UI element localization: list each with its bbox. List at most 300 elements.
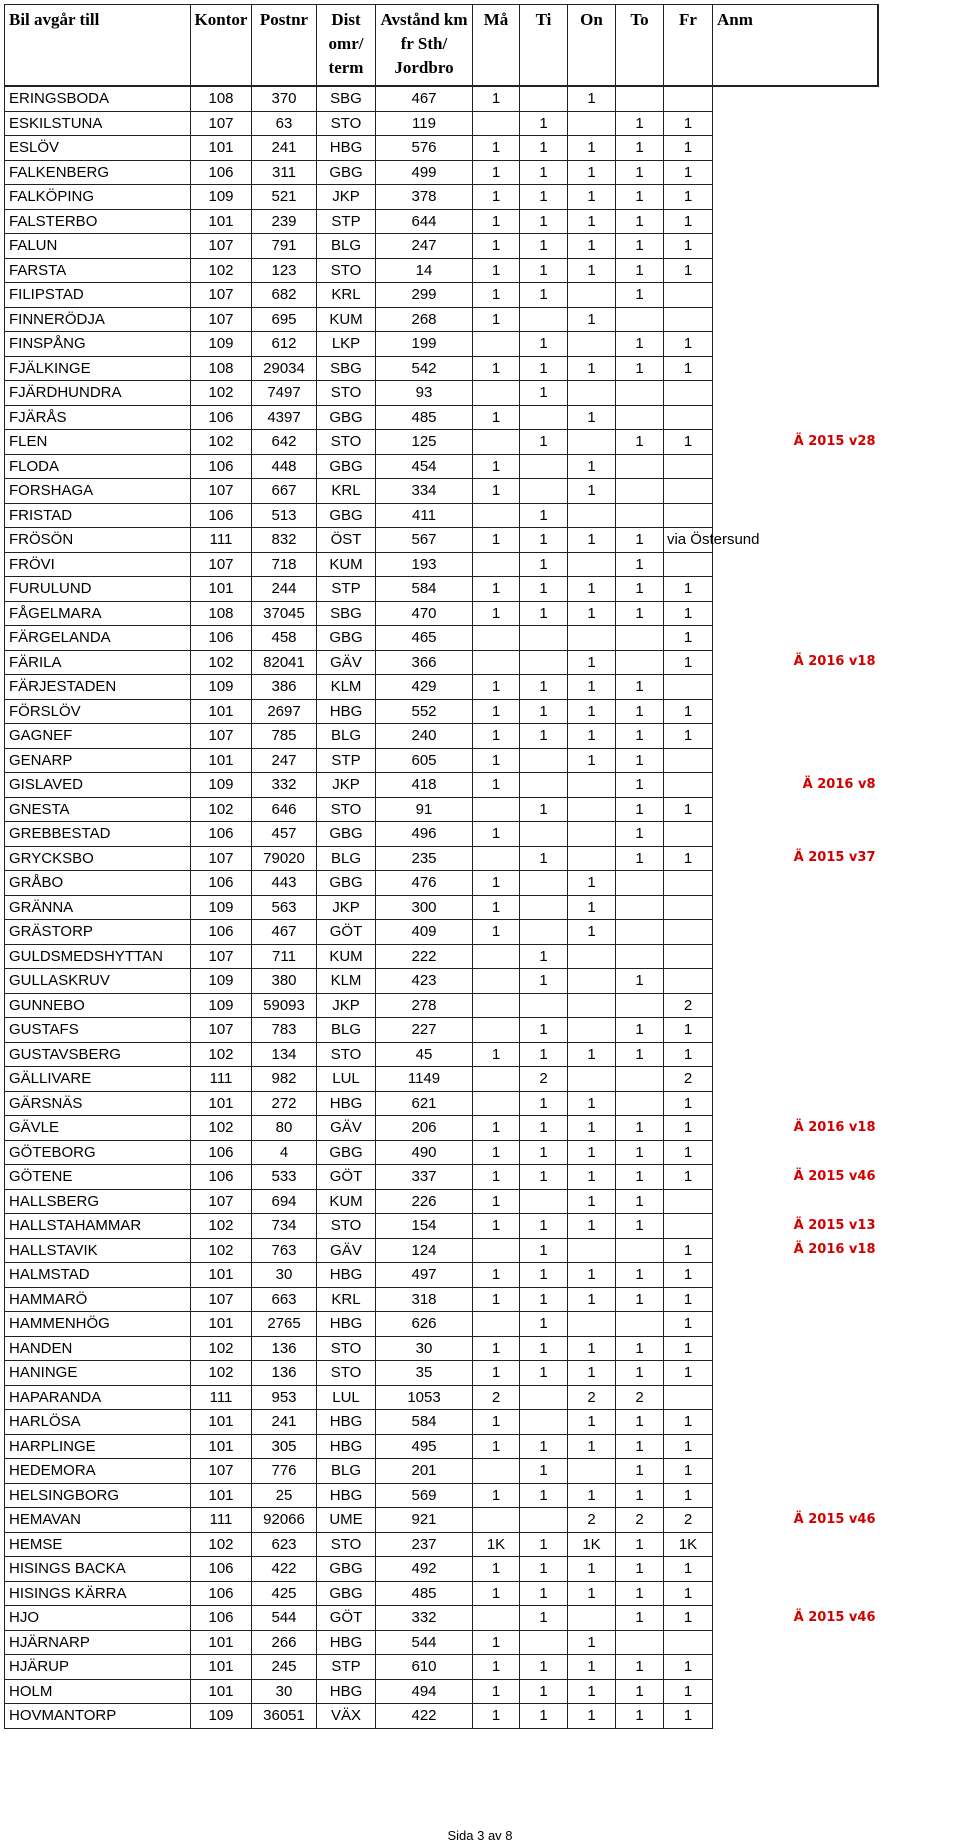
cell-friday: 1 — [664, 1410, 713, 1435]
cell-friday: 1 — [664, 1434, 713, 1459]
table-row — [5, 405, 878, 430]
cell-friday — [664, 822, 713, 847]
cell-thursday: 1 — [616, 1140, 664, 1165]
cell-wednesday — [568, 1312, 616, 1337]
cell-district: GBG — [317, 503, 376, 528]
table-row — [5, 1312, 878, 1337]
cell-friday — [664, 479, 713, 504]
cell-distance: 91 — [376, 797, 473, 822]
cell-monday: 1 — [473, 895, 520, 920]
table-row — [5, 1459, 878, 1484]
cell-monday: 1 — [473, 675, 520, 700]
cell-thursday: 1 — [616, 969, 664, 994]
cell-office: 107 — [191, 724, 252, 749]
cell-destination: FLODA — [5, 454, 191, 479]
cell-friday: 1 — [664, 1287, 713, 1312]
cell-remark — [713, 1018, 878, 1043]
cell-distance: 45 — [376, 1042, 473, 1067]
cell-wednesday: 1 — [568, 1630, 616, 1655]
cell-remark — [713, 601, 878, 626]
cell-remark — [713, 626, 878, 651]
cell-friday: 1 — [664, 1018, 713, 1043]
header-postcode: Postnr — [252, 5, 317, 87]
header-monday: Må — [473, 5, 520, 87]
cell-tuesday: 1 — [520, 283, 568, 308]
cell-wednesday — [568, 283, 616, 308]
cell-destination: FALKÖPING — [5, 185, 191, 210]
cell-postcode: 59093 — [252, 993, 317, 1018]
cell-friday: 1 — [664, 1459, 713, 1484]
cell-postcode: 667 — [252, 479, 317, 504]
cell-friday: 1 — [664, 846, 713, 871]
cell-office: 102 — [191, 1361, 252, 1386]
cell-office: 106 — [191, 454, 252, 479]
cell-wednesday — [568, 1018, 616, 1043]
cell-district: BLG — [317, 1018, 376, 1043]
cell-district: BLG — [317, 724, 376, 749]
cell-thursday — [616, 1091, 664, 1116]
cell-remark — [713, 1067, 878, 1092]
cell-postcode: 136 — [252, 1336, 317, 1361]
cell-wednesday: 1 — [568, 1042, 616, 1067]
cell-office: 107 — [191, 552, 252, 577]
cell-office: 106 — [191, 405, 252, 430]
cell-friday: 1 — [664, 1336, 713, 1361]
cell-remark — [713, 1214, 878, 1239]
table-row — [5, 1410, 878, 1435]
cell-wednesday: 2 — [568, 1385, 616, 1410]
cell-wednesday: 1 — [568, 136, 616, 161]
cell-wednesday: 1 — [568, 724, 616, 749]
cell-monday: 1 — [473, 1165, 520, 1190]
cell-wednesday: 1 — [568, 699, 616, 724]
cell-monday: 1 — [473, 209, 520, 234]
cell-wednesday: 1 — [568, 1704, 616, 1729]
cell-postcode: 448 — [252, 454, 317, 479]
cell-friday: 1 — [664, 626, 713, 651]
cell-monday: 1 — [473, 1287, 520, 1312]
cell-tuesday: 1 — [520, 111, 568, 136]
cell-monday: 1 — [473, 577, 520, 602]
cell-distance: 247 — [376, 234, 473, 259]
cell-wednesday: 1 — [568, 895, 616, 920]
cell-distance: 569 — [376, 1483, 473, 1508]
cell-destination: ESLÖV — [5, 136, 191, 161]
header-distance-line-2: fr Sth/ — [400, 34, 448, 53]
cell-distance: 422 — [376, 1704, 473, 1729]
header-distance — [376, 5, 473, 87]
cell-monday — [473, 430, 520, 455]
cell-remark — [713, 699, 878, 724]
cell-monday: 1 — [473, 748, 520, 773]
cell-friday — [664, 871, 713, 896]
cell-remark — [713, 1361, 878, 1386]
cell-postcode: 239 — [252, 209, 317, 234]
table-row — [5, 748, 878, 773]
cell-district: GBG — [317, 1140, 376, 1165]
cell-tuesday: 1 — [520, 1581, 568, 1606]
cell-monday: 1 — [473, 1140, 520, 1165]
cell-office: 106 — [191, 822, 252, 847]
cell-tuesday: 1 — [520, 1361, 568, 1386]
cell-monday: 1 — [473, 724, 520, 749]
cell-distance: 300 — [376, 895, 473, 920]
cell-friday — [664, 1189, 713, 1214]
cell-destination: GUSTAFS — [5, 1018, 191, 1043]
table-row — [5, 209, 878, 234]
table-row — [5, 454, 878, 479]
table-row — [5, 1165, 878, 1190]
cell-postcode: 134 — [252, 1042, 317, 1067]
cell-distance: 567 — [376, 528, 473, 553]
destination-table — [4, 4, 879, 1729]
cell-remark — [713, 871, 878, 896]
cell-remark — [713, 234, 878, 259]
cell-tuesday — [520, 1385, 568, 1410]
cell-wednesday — [568, 381, 616, 406]
cell-friday: 1 — [664, 258, 713, 283]
cell-district: STO — [317, 381, 376, 406]
cell-thursday — [616, 944, 664, 969]
cell-wednesday: 1 — [568, 577, 616, 602]
cell-distance: 476 — [376, 871, 473, 896]
cell-wednesday: 1 — [568, 258, 616, 283]
cell-remark — [713, 86, 878, 111]
cell-district: KUM — [317, 944, 376, 969]
table-row — [5, 773, 878, 798]
cell-remark — [713, 160, 878, 185]
cell-destination: FÖRSLÖV — [5, 699, 191, 724]
cell-tuesday: 1 — [520, 1606, 568, 1631]
cell-office: 101 — [191, 699, 252, 724]
cell-destination: FÄRGELANDA — [5, 626, 191, 651]
cell-office: 101 — [191, 1410, 252, 1435]
cell-district: KUM — [317, 552, 376, 577]
cell-thursday: 1 — [616, 1532, 664, 1557]
cell-distance: 227 — [376, 1018, 473, 1043]
cell-distance: 467 — [376, 86, 473, 111]
cell-district: STP — [317, 577, 376, 602]
cell-remark — [713, 1091, 878, 1116]
table-row — [5, 797, 878, 822]
cell-office: 107 — [191, 307, 252, 332]
cell-tuesday: 1 — [520, 552, 568, 577]
cell-remark — [713, 1336, 878, 1361]
cell-postcode: 2765 — [252, 1312, 317, 1337]
cell-friday: 1 — [664, 1483, 713, 1508]
cell-remark — [713, 479, 878, 504]
cell-thursday — [616, 920, 664, 945]
cell-district: GBG — [317, 1581, 376, 1606]
cell-remark — [713, 209, 878, 234]
cell-postcode: 82041 — [252, 650, 317, 675]
cell-monday: 1 — [473, 405, 520, 430]
cell-tuesday — [520, 920, 568, 945]
cell-district: HBG — [317, 1263, 376, 1288]
table-row — [5, 871, 878, 896]
table-row — [5, 1532, 878, 1557]
cell-remark — [713, 969, 878, 994]
cell-district: HBG — [317, 1630, 376, 1655]
cell-office: 107 — [191, 1459, 252, 1484]
cell-monday — [473, 650, 520, 675]
cell-distance: 222 — [376, 944, 473, 969]
cell-distance: 465 — [376, 626, 473, 651]
cell-thursday: 1 — [616, 1655, 664, 1680]
cell-remark — [713, 552, 878, 577]
cell-district: JKP — [317, 185, 376, 210]
cell-postcode: 36051 — [252, 1704, 317, 1729]
header-destination: Bil avgår till — [5, 5, 191, 87]
cell-district: BLG — [317, 234, 376, 259]
cell-distance: 492 — [376, 1557, 473, 1582]
cell-monday: 1 — [473, 1214, 520, 1239]
cell-destination: GRÅBO — [5, 871, 191, 896]
header-district-line-3: term — [328, 58, 364, 77]
cell-wednesday: 1 — [568, 479, 616, 504]
cell-friday: 1 — [664, 1704, 713, 1729]
cell-postcode: 682 — [252, 283, 317, 308]
cell-destination: GÖTENE — [5, 1165, 191, 1190]
cell-thursday: 1 — [616, 1483, 664, 1508]
cell-thursday: 1 — [616, 1336, 664, 1361]
cell-tuesday — [520, 1189, 568, 1214]
cell-tuesday: 1 — [520, 1165, 568, 1190]
table-row — [5, 1361, 878, 1386]
cell-destination: GÄRSNÄS — [5, 1091, 191, 1116]
table-row — [5, 1434, 878, 1459]
cell-friday: 2 — [664, 1508, 713, 1533]
cell-wednesday: 1 — [568, 1214, 616, 1239]
cell-friday — [664, 86, 713, 111]
cell-wednesday: 1 — [568, 920, 616, 945]
cell-thursday: 1 — [616, 552, 664, 577]
cell-distance: 199 — [376, 332, 473, 357]
cell-remark — [713, 1483, 878, 1508]
cell-friday: 1 — [664, 1312, 713, 1337]
table-row — [5, 1385, 878, 1410]
cell-wednesday: 1 — [568, 209, 616, 234]
cell-thursday — [616, 1238, 664, 1263]
cell-monday: 2 — [473, 1385, 520, 1410]
cell-postcode: 245 — [252, 1655, 317, 1680]
cell-office: 108 — [191, 356, 252, 381]
cell-thursday: 1 — [616, 1189, 664, 1214]
cell-postcode: 25 — [252, 1483, 317, 1508]
cell-distance: 544 — [376, 1630, 473, 1655]
cell-distance: 497 — [376, 1263, 473, 1288]
cell-tuesday: 1 — [520, 503, 568, 528]
table-row — [5, 1483, 878, 1508]
cell-wednesday: 1 — [568, 1655, 616, 1680]
table-row — [5, 1704, 878, 1729]
cell-office: 101 — [191, 1434, 252, 1459]
header-remark: Anm — [713, 5, 878, 87]
cell-office: 109 — [191, 993, 252, 1018]
cell-destination: FÅGELMARA — [5, 601, 191, 626]
cell-postcode: 305 — [252, 1434, 317, 1459]
cell-postcode: 694 — [252, 1189, 317, 1214]
table-row — [5, 86, 878, 111]
cell-office: 106 — [191, 503, 252, 528]
cell-thursday: 1 — [616, 528, 664, 553]
cell-distance: 299 — [376, 283, 473, 308]
cell-thursday — [616, 1630, 664, 1655]
cell-monday — [473, 1238, 520, 1263]
cell-wednesday — [568, 969, 616, 994]
cell-district: GÄV — [317, 1116, 376, 1141]
cell-office: 109 — [191, 675, 252, 700]
cell-thursday: 1 — [616, 1606, 664, 1631]
cell-monday: 1 — [473, 1679, 520, 1704]
cell-postcode: 533 — [252, 1165, 317, 1190]
cell-remark — [713, 258, 878, 283]
cell-distance: 921 — [376, 1508, 473, 1533]
cell-postcode: 785 — [252, 724, 317, 749]
cell-thursday: 1 — [616, 797, 664, 822]
cell-monday: 1 — [473, 1410, 520, 1435]
header-thursday: To — [616, 5, 664, 87]
cell-friday — [664, 552, 713, 577]
cell-district: GBG — [317, 160, 376, 185]
cell-remark — [713, 993, 878, 1018]
cell-thursday: 2 — [616, 1385, 664, 1410]
cell-postcode: 244 — [252, 577, 317, 602]
cell-remark — [713, 1704, 878, 1729]
cell-friday — [664, 895, 713, 920]
cell-destination: GNESTA — [5, 797, 191, 822]
table-row — [5, 381, 878, 406]
cell-monday: 1 — [473, 822, 520, 847]
cell-tuesday — [520, 895, 568, 920]
cell-office: 101 — [191, 1091, 252, 1116]
cell-tuesday: 1 — [520, 675, 568, 700]
cell-friday: 1 — [664, 724, 713, 749]
cell-postcode: 623 — [252, 1532, 317, 1557]
cell-remark — [713, 283, 878, 308]
cell-district: GBG — [317, 871, 376, 896]
cell-destination: FALKENBERG — [5, 160, 191, 185]
cell-distance: 366 — [376, 650, 473, 675]
remark-text: Ä 2016 v18 — [793, 1242, 876, 1257]
cell-thursday — [616, 307, 664, 332]
cell-office: 102 — [191, 1532, 252, 1557]
cell-distance: 278 — [376, 993, 473, 1018]
cell-postcode: 763 — [252, 1238, 317, 1263]
cell-thursday: 1 — [616, 1581, 664, 1606]
cell-destination: HISINGS BACKA — [5, 1557, 191, 1582]
cell-remark — [713, 1140, 878, 1165]
cell-postcode: 4397 — [252, 405, 317, 430]
cell-thursday: 1 — [616, 1679, 664, 1704]
table-row — [5, 1067, 878, 1092]
cell-friday — [664, 381, 713, 406]
cell-thursday — [616, 993, 664, 1018]
cell-district: STO — [317, 1361, 376, 1386]
cell-distance: 14 — [376, 258, 473, 283]
cell-office: 109 — [191, 969, 252, 994]
cell-tuesday — [520, 748, 568, 773]
cell-district: STO — [317, 1214, 376, 1239]
cell-tuesday: 1 — [520, 1532, 568, 1557]
cell-office: 101 — [191, 1655, 252, 1680]
cell-office: 108 — [191, 86, 252, 111]
cell-monday — [473, 503, 520, 528]
cell-district: GÖT — [317, 1165, 376, 1190]
cell-district: GÖT — [317, 920, 376, 945]
cell-remark — [713, 1385, 878, 1410]
cell-thursday: 1 — [616, 136, 664, 161]
cell-monday: 1 — [473, 1361, 520, 1386]
cell-wednesday — [568, 797, 616, 822]
cell-thursday: 1 — [616, 185, 664, 210]
cell-district: SBG — [317, 86, 376, 111]
table-row — [5, 1557, 878, 1582]
cell-destination: HAMMENHÖG — [5, 1312, 191, 1337]
cell-thursday: 1 — [616, 699, 664, 724]
cell-office: 106 — [191, 1557, 252, 1582]
cell-remark — [713, 920, 878, 945]
table-row — [5, 920, 878, 945]
cell-tuesday: 1 — [520, 724, 568, 749]
table-row — [5, 1606, 878, 1631]
cell-thursday — [616, 895, 664, 920]
cell-distance: 495 — [376, 1434, 473, 1459]
cell-tuesday: 1 — [520, 944, 568, 969]
cell-postcode: 241 — [252, 136, 317, 161]
cell-remark — [713, 430, 878, 455]
cell-district: KLM — [317, 675, 376, 700]
cell-wednesday: 1 — [568, 1557, 616, 1582]
cell-distance: 542 — [376, 356, 473, 381]
cell-friday: 1 — [664, 1238, 713, 1263]
cell-destination: HEMSE — [5, 1532, 191, 1557]
cell-monday: 1 — [473, 1655, 520, 1680]
table-row — [5, 577, 878, 602]
cell-office: 106 — [191, 871, 252, 896]
table-row — [5, 1189, 878, 1214]
cell-destination: GRÄNNA — [5, 895, 191, 920]
cell-thursday: 1 — [616, 724, 664, 749]
cell-distance: 237 — [376, 1532, 473, 1557]
table-row — [5, 1336, 878, 1361]
cell-destination: GUNNEBO — [5, 993, 191, 1018]
table-row — [5, 1238, 878, 1263]
remark-text: Ä 2015 v28 — [793, 433, 876, 449]
cell-office: 102 — [191, 258, 252, 283]
cell-wednesday: 1 — [568, 1679, 616, 1704]
cell-district: GÄV — [317, 650, 376, 675]
cell-destination: HISINGS KÄRRA — [5, 1581, 191, 1606]
cell-wednesday — [568, 1459, 616, 1484]
cell-friday: 1 — [664, 650, 713, 675]
cell-district: STO — [317, 1532, 376, 1557]
cell-postcode: 7497 — [252, 381, 317, 406]
cell-distance: 35 — [376, 1361, 473, 1386]
header-distance-line-3: Jordbro — [394, 58, 454, 77]
cell-friday — [664, 969, 713, 994]
header-tuesday: Ti — [520, 5, 568, 87]
cell-tuesday: 1 — [520, 1655, 568, 1680]
cell-distance: 490 — [376, 1140, 473, 1165]
cell-friday — [664, 1214, 713, 1239]
cell-wednesday — [568, 846, 616, 871]
cell-destination: FALSTERBO — [5, 209, 191, 234]
table-row — [5, 1581, 878, 1606]
cell-distance: 429 — [376, 675, 473, 700]
cell-thursday — [616, 405, 664, 430]
cell-destination: GULLASKRUV — [5, 969, 191, 994]
